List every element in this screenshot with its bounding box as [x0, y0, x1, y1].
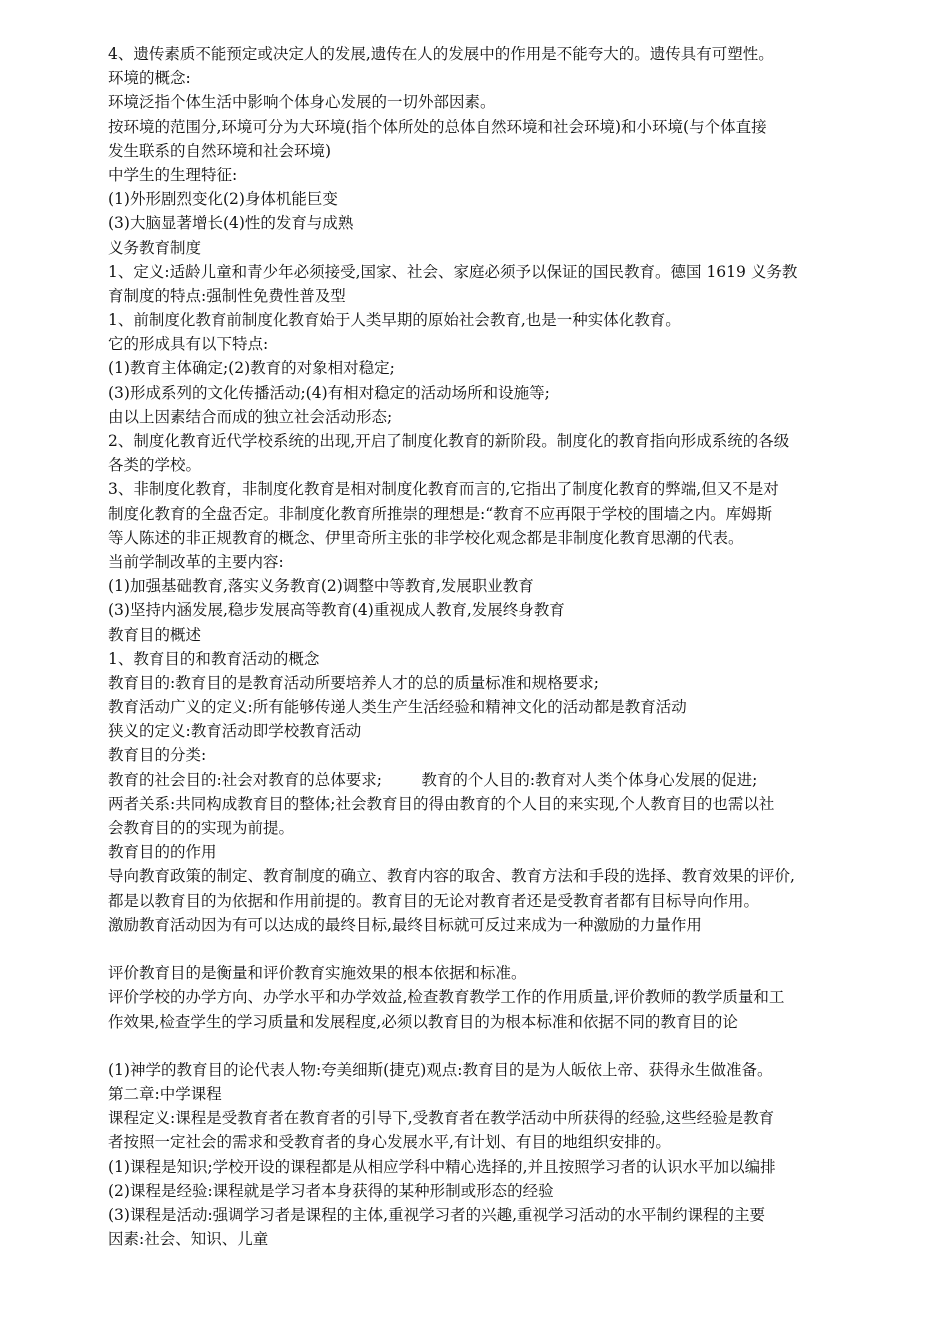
blank-line — [108, 1034, 848, 1058]
text-line: 1、定义:适龄儿童和青少年必须接受,国家、社会、家庭必须予以保证的国民教育。德国 1619 义务教 — [108, 262, 798, 281]
text-line: (3)课程是活动:强调学习者是课程的主体,重视学习者的兴趣,重视学习活动的水平制约课程的主要 — [108, 1206, 766, 1224]
text-line: (3)大脑显著增长(4)性的发育与成熟 — [108, 214, 354, 233]
text-line: (3)形成系列的文化传播活动;(4)有相对稳定的活动场所和设施等; — [108, 383, 550, 402]
text-line: 1、前制度化教育前制度化教育始于人类早期的原始社会教育,也是一种实体化教育。 — [108, 311, 681, 330]
text-line: 2、制度化教育近代学校系统的出现,开启了制度化教育的新阶段。制度化的教育指向形成系统的各级 — [108, 432, 790, 450]
text-line: 因素:社会、知识、儿童 — [108, 1230, 269, 1249]
text-line: 第二章:中学课程 — [108, 1085, 222, 1104]
text-line: (1)外形剧烈变化(2)身体机能巨变 — [108, 190, 338, 209]
text-line: 狭义的定义:教育活动即学校教育活动 — [108, 722, 362, 741]
text-line: 义务教育制度 — [108, 238, 202, 257]
text-line: (3)坚持内涵发展,稳步发展高等教育(4)重视成人教育,发展终身教育 — [108, 601, 565, 620]
text-line: 两者关系:共同构成教育目的整体;社会教育目的得由教育的个人目的来实现,个人教育目的也需以社 — [108, 794, 775, 813]
text-line: 3、非制度化教育，非制度化教育是相对制度化教育而言的,它指出了制度化教育的弊端,但又不是对 — [108, 480, 779, 499]
text-line: (2)课程是经验:课程就是学习者本身获得的某种形制或形态的经验 — [108, 1181, 554, 1200]
text-line: 中学生的生理特征: — [108, 165, 238, 184]
text-line: 按环境的范围分,环境可分为大环境(指个体所处的总体自然环境和社会环境)和小环境(与个体直接 — [108, 117, 767, 136]
text-line: 课程定义:课程是受教育者在教育者的引导下,受教育者在教学活动中所获得的经验,这些经验是教育 — [108, 1109, 775, 1128]
text-line: (1)课程是知识;学校开设的课程都是从相应学科中精心选择的,并且按照学习者的认识水平加以编排 — [108, 1157, 776, 1176]
text-line: 教育的社会目的:社会对教育的总体要求; 教育的个人目的:教育对人类个体身心发展的促进; — [108, 770, 758, 789]
text-line: 会教育目的的实现为前提。 — [108, 819, 295, 837]
text-line: 导向教育政策的制定、教育制度的确立、教育内容的取舍、教育方法和手段的选择、教育效果的评价, — [108, 867, 795, 886]
document-page — [108, 42, 848, 1251]
text-line: 者按照一定社会的需求和受教育者的身心发展水平,有计划、有目的地组织安排的。 — [108, 1133, 671, 1152]
text-line: 发生联系的自然环境和社会环境) — [108, 141, 332, 160]
text-line: 教育目的的作用 — [108, 843, 217, 862]
text-line: 环境的概念: — [108, 69, 191, 88]
text-line: 激励教育活动因为有可以达成的最终目标,最终目标就可反过来成为一种激励的力量作用 — [108, 915, 702, 934]
text-line: 评价学校的办学方向、办学水平和办学效益,检查教育教学工作的作用质量,评价教师的教学质量和工 — [108, 988, 785, 1007]
text-line: 教育目的概述 — [108, 625, 202, 644]
text-line: 教育目的分类: — [108, 746, 207, 765]
text-line: 制度化教育的全盘否定。非制度化教育所推崇的理想是:“教育不应再限于学校的围墙之内。库姆斯 — [108, 504, 773, 523]
text-line: 由以上因素结合而成的独立社会活动形态; — [108, 407, 393, 426]
text-line: 教育目的:教育目的是教育活动所要培养人才的总的质量标准和规格要求; — [108, 673, 599, 692]
text-line: 都是以教育目的为依据和作用前提的。教育目的无论对教育者还是受教育者都有目标导向作用。 — [108, 891, 760, 910]
text-line: 环境泛指个体生活中影响个体身心发展的一切外部因素。 — [108, 93, 496, 112]
text-line: 等人陈述的非正规教育的概念、伊里奇所主张的非学校化观念都是非制度化教育思潮的代表。 — [108, 528, 744, 547]
text-line: 它的形成具有以下特点: — [108, 335, 269, 354]
text-line: 教育活动广义的定义:所有能够传递人类生产生活经验和精神文化的活动都是教育活动 — [108, 698, 687, 717]
text-line: 当前学制改革的主要内容: — [108, 552, 284, 571]
text-line: 1、教育目的和教育活动的概念 — [108, 649, 320, 668]
text-line: (1)神学的教育目的论代表人物:夸美细斯(捷克)观点:教育目的是为人皈依上帝、获得永生做准备。 — [108, 1060, 773, 1079]
text-line: 育制度的特点:强制性免费性普及型 — [108, 286, 346, 305]
text-line: 作效果,检查学生的学习质量和发展程度,必须以教育目的为根本标准和依据不同的教育目的论 — [108, 1012, 738, 1031]
text-line: (1)教育主体确定;(2)教育的对象相对稳定; — [108, 359, 395, 378]
text-line: 评价教育目的是衡量和评价教育实施效果的根本依据和标准。 — [108, 964, 527, 983]
text-line: 各类的学校。 — [108, 456, 202, 475]
text-line: 4、遗传素质不能预定或决定人的发展,遗传在人的发展中的作用是不能夸大的。遗传具有可塑性。 — [108, 45, 774, 63]
blank-line — [108, 937, 848, 961]
text-line: (1)加强基础教育,落实义务教育(2)调整中等教育,发展职业教育 — [108, 577, 534, 596]
